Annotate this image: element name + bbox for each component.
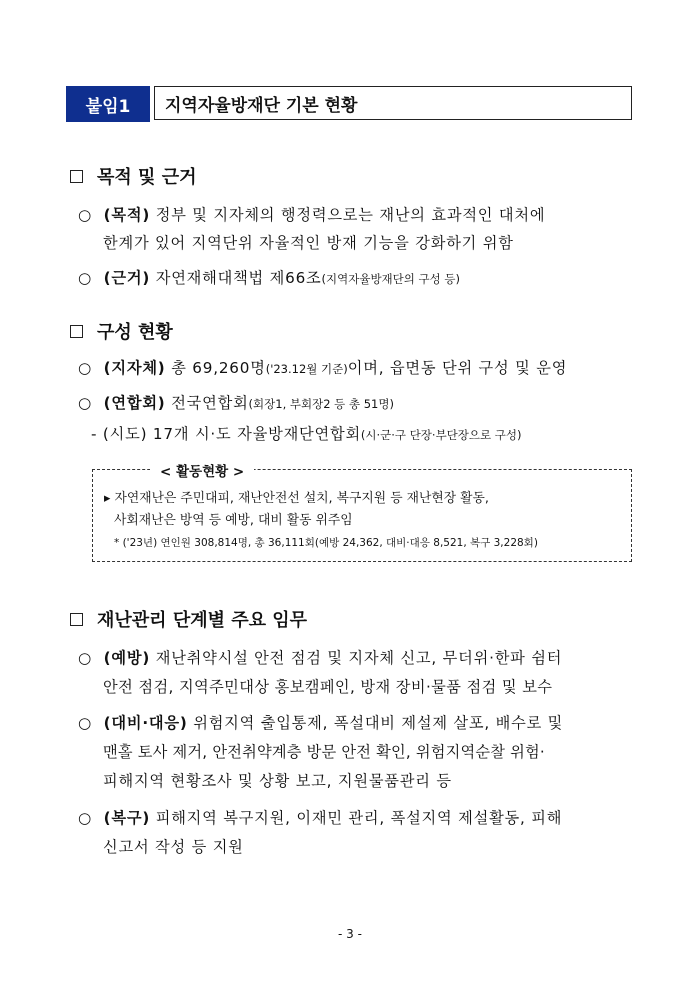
item-preparedness	[78, 713, 563, 733]
checkbox-square-icon	[70, 325, 83, 338]
section-heading-text: 재난관리 단계별 주요 임무	[97, 610, 308, 631]
item-text: - (시도) 17개 시·도 자율방재단연합회	[91, 425, 361, 443]
item-note: ('23.12월 기준)	[265, 362, 348, 376]
item-prevention-cont	[103, 677, 552, 697]
circle-bullet-icon: ○	[78, 394, 93, 412]
section-heading-purpose	[70, 163, 196, 189]
attachment-tag: 붙임1	[66, 86, 150, 122]
item-text: 신고서 작성 등 지원	[103, 838, 244, 856]
item-preparedness-cont	[103, 742, 545, 762]
item-text: 피해지역 현황조사 및 상황 보고, 지원물품관리 등	[103, 772, 452, 790]
item-text: 총 69,260명	[171, 359, 266, 377]
activity-title: < 활동현황 >	[150, 460, 254, 480]
item-label: (근거)	[103, 269, 151, 287]
item-label: (복구)	[103, 809, 151, 827]
item-text: 자연재해대책법 제66조	[155, 269, 322, 287]
item-text: 안전 점검, 지역주민대상 홍보캠페인, 방재 장비·물품 점검 및 보수	[103, 678, 553, 696]
section-heading-text: 구성 현황	[97, 322, 173, 343]
section-heading-text: 목적 및 근거	[97, 167, 197, 188]
item-label: (지자체)	[103, 359, 166, 377]
item-label: (연합회)	[103, 394, 166, 412]
item-text: 재난취약시설 안전 점검 및 지자체 신고, 무더위·한파 쉼터	[155, 649, 563, 667]
item-basis	[78, 268, 460, 289]
page-number: - 3 -	[338, 927, 362, 941]
checkbox-square-icon	[70, 613, 83, 626]
activity-note: * ('23년) 연인원 308,814명, 총 36,111회(예방 24,362, 대비·대응 8,521, 복구 3,228회)	[114, 537, 538, 549]
item-text: 이며, 읍면동 단위 구성 및 운영	[347, 359, 568, 377]
checkbox-square-icon	[70, 170, 83, 183]
item-purpose	[78, 205, 545, 225]
circle-bullet-icon: ○	[78, 359, 93, 377]
section-heading-composition	[70, 318, 173, 344]
item-province-sub	[91, 424, 521, 445]
circle-bullet-icon: ○	[78, 269, 93, 287]
circle-bullet-icon: ○	[78, 649, 93, 667]
item-text: 맨홀 토사 제거, 안전취약계층 방문 안전 확인, 위험지역순찰 위험·	[103, 743, 545, 761]
item-text: 한계가 있어 지역단위 자율적인 방재 기능을 강화하기 위함	[103, 234, 514, 252]
item-recovery	[78, 808, 562, 828]
item-text: 피해지역 복구지원, 이재민 관리, 폭설지역 제설활동, 피해	[155, 809, 563, 827]
item-text: 위험지역 출입통제, 폭설대비 제설제 살포, 배수로 및	[193, 714, 564, 732]
item-local-gov	[78, 358, 567, 379]
item-label: (목적)	[103, 206, 151, 224]
item-note: (지역자율방재단의 구성 등)	[321, 272, 460, 286]
circle-bullet-icon: ○	[78, 714, 93, 732]
item-federation	[78, 393, 394, 414]
item-note: (시·군·구 단장·부단장으로 구성)	[360, 428, 522, 442]
item-note: (회장1, 부회장2 등 총 51명)	[248, 397, 394, 411]
item-preparedness-cont	[103, 771, 452, 791]
item-text: 정부 및 지자체의 행정력으로는 재난의 효과적인 대처에	[155, 206, 546, 224]
document-title-box	[154, 86, 632, 120]
activity-line: 사회재난은 방역 등 예방, 대비 활동 위주임	[114, 513, 353, 528]
item-label: (예방)	[103, 649, 151, 667]
document-title: 지역자율방재단 기본 현황	[165, 95, 358, 116]
item-purpose-cont	[103, 233, 514, 253]
section-heading-duties	[70, 606, 307, 632]
activity-line: ▸ 자연재난은 주민대피, 재난안전선 설치, 복구지원 등 재난현장 활동,	[104, 491, 489, 506]
circle-bullet-icon: ○	[78, 206, 93, 224]
item-text: 전국연합회	[171, 394, 249, 412]
circle-bullet-icon: ○	[78, 809, 93, 827]
item-recovery-cont	[103, 837, 244, 857]
item-label: (대비·대응)	[103, 714, 188, 732]
item-prevention	[78, 648, 562, 668]
